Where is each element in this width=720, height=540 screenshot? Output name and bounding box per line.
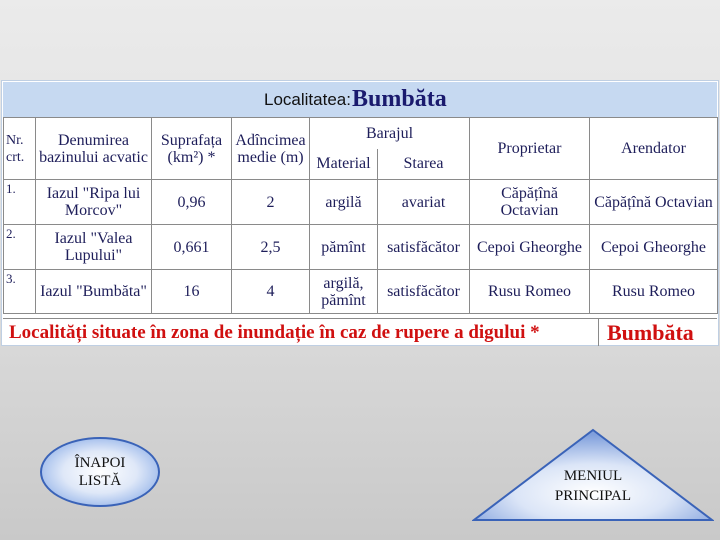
cell-nr: 3.: [4, 270, 36, 314]
column-header-proprietar: Proprietar: [470, 118, 590, 180]
main-menu-label-line1: MENIUL: [563, 468, 623, 484]
cell-material: argilă, pămînt: [310, 270, 378, 314]
table-row: [4, 225, 718, 270]
column-header-arendator: Arendator: [590, 118, 718, 180]
cell-arendator: Cepoi Gheorghe: [590, 225, 718, 270]
cell-denumire: Iazul "Ripa lui Morcov": [36, 180, 152, 225]
cell-material: pămînt: [310, 225, 378, 270]
table-row: [4, 270, 718, 314]
cell-suprafata: 16: [152, 270, 232, 314]
cell-suprafata: 0,661: [152, 225, 232, 270]
cell-adincimea: 2: [232, 180, 310, 225]
cell-denumire: Iazul "Valea Lupului": [36, 225, 152, 270]
cell-suprafata: 0,96: [152, 180, 232, 225]
cell-starea: avariat: [378, 180, 470, 225]
footer-divider: [598, 318, 599, 346]
cell-proprietar: Cepoi Gheorghe: [470, 225, 590, 270]
back-button-label-line1: ÎNAPOI: [74, 455, 126, 471]
back-button-label-line2: LISTĂ: [78, 473, 122, 489]
column-header-nr: Nr. crt.: [4, 118, 36, 180]
cell-proprietar: Căpățînă Octavian: [470, 180, 590, 225]
cell-arendator: Căpățînă Octavian: [590, 180, 718, 225]
cell-starea: satisfăcător: [378, 270, 470, 314]
cell-arendator: Rusu Romeo: [590, 270, 718, 314]
flood-zone-text: Localități situate în zona de inundație în caz de rupere a digului *: [9, 322, 540, 343]
cell-denumire: Iazul "Bumbăta": [36, 270, 152, 314]
cell-nr: 2.: [4, 225, 36, 270]
locality-label: Localitatea:: [264, 90, 351, 109]
column-header-barajul: Barajul: [310, 118, 470, 149]
cell-starea: satisfăcător: [378, 225, 470, 270]
back-to-list-button[interactable]: [40, 437, 160, 507]
cell-nr: 1.: [4, 180, 36, 225]
column-header-suprafata: Suprafața (km²) *: [152, 118, 232, 180]
locality-name: Bumbăta: [352, 86, 447, 112]
column-header-starea: Starea: [378, 149, 470, 180]
column-header-material: Material: [310, 149, 378, 180]
cell-adincimea: 2,5: [232, 225, 310, 270]
main-menu-label[interactable]: [520, 466, 666, 506]
column-header-adincimea: Adîncimea medie (m): [232, 118, 310, 180]
lake-table: [3, 117, 718, 314]
table-row: [4, 180, 718, 225]
cell-adincimea: 4: [232, 270, 310, 314]
main-menu-label-line2: PRINCIPAL: [554, 488, 632, 504]
cell-material: argilă: [310, 180, 378, 225]
cell-proprietar: Rusu Romeo: [470, 270, 590, 314]
flood-zone-locality: Bumbăta: [607, 320, 694, 345]
column-header-denumire: Denumirea bazinului acvatic: [36, 118, 152, 180]
